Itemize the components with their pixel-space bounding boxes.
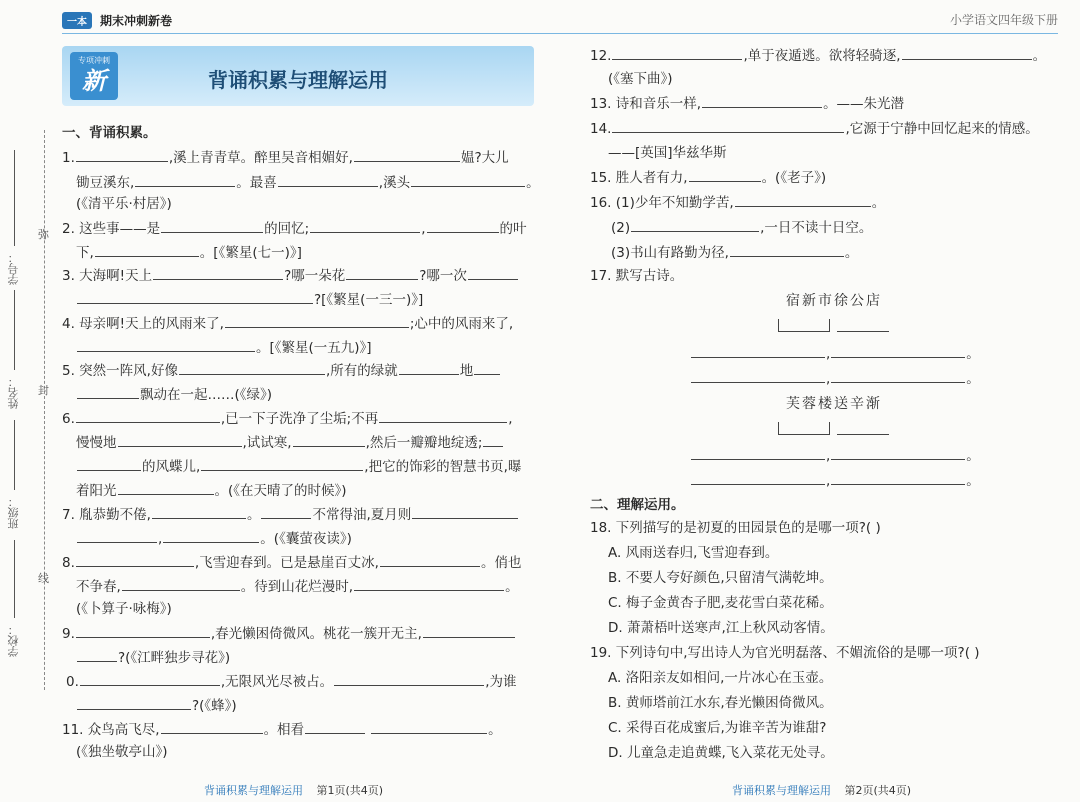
seal-mark-feng: 封 [38, 384, 49, 397]
page-header [62, 10, 172, 30]
blank[interactable] [77, 290, 313, 304]
blank[interactable] [730, 243, 844, 257]
question-15 [590, 168, 826, 187]
blank[interactable] [77, 648, 117, 662]
blank[interactable] [380, 553, 480, 567]
q3-text: 3. 大海啊!天上 [62, 268, 153, 284]
question-9-line1 [62, 624, 516, 643]
blank[interactable] [691, 344, 825, 358]
q1-text: 。最喜 [236, 175, 277, 191]
blank[interactable] [831, 446, 965, 460]
q6-text: ,然后一瓣瓣地绽透; [365, 435, 483, 451]
header-rule [62, 33, 1058, 34]
blank[interactable] [118, 433, 242, 447]
q19-option-c[interactable]: C. 采得百花成蜜后,为谁辛苦为谁甜? [608, 720, 827, 736]
class-line [14, 420, 16, 490]
q11-text: 11. 众鸟高飞尽, [62, 722, 160, 738]
q19-option-a[interactable]: A. 洛阳亲友如相问,一片冰心在玉壶。 [608, 670, 833, 686]
question-6-line4 [76, 481, 347, 500]
blank[interactable] [76, 624, 210, 638]
punct: 。 [966, 346, 980, 362]
seal-mark-xian: 线 [38, 572, 49, 585]
blank[interactable] [702, 94, 822, 108]
q8-text: 。 [505, 579, 519, 595]
blank[interactable] [354, 148, 460, 162]
blank[interactable] [468, 266, 518, 280]
student-id-line [14, 150, 16, 246]
section-banner [62, 46, 534, 106]
blank[interactable] [612, 46, 742, 60]
q7-text: , [158, 531, 163, 547]
blank[interactable] [691, 471, 825, 485]
q16-text: 16. (1)少年不知勤学苦, [590, 195, 734, 211]
cut-line [44, 130, 45, 690]
q1-source: (《清平乐·村居》) [76, 196, 172, 212]
blank[interactable] [76, 553, 194, 567]
question-3-line1 [62, 266, 519, 285]
q2-text: , [421, 221, 426, 237]
question-10-line2 [76, 696, 237, 715]
blank[interactable] [474, 361, 500, 375]
header-title: 期末冲刺新卷 [100, 13, 173, 28]
q2-source: 。[《繁星(七一)》] [199, 245, 302, 261]
blank[interactable] [346, 266, 418, 280]
footer-right-title: 背诵积累与理解运用 [732, 784, 831, 797]
school-line [14, 540, 16, 618]
q10-source: ?(《蜂》) [192, 698, 237, 714]
punct: , [826, 473, 831, 489]
q5-text: 地 [459, 363, 474, 379]
blank[interactable] [305, 720, 365, 734]
blank[interactable] [831, 344, 965, 358]
q1-text: 媪?大儿 [460, 150, 509, 166]
blank[interactable] [379, 409, 507, 423]
blank[interactable] [691, 446, 825, 460]
blank[interactable] [831, 369, 965, 383]
q9-number: 9. [62, 626, 75, 642]
blank[interactable] [293, 433, 365, 447]
blank[interactable] [735, 193, 871, 207]
q7-text: 不常得油,夏月则 [312, 507, 412, 523]
q6-text: ,试试寒, [242, 435, 292, 451]
blank[interactable] [77, 529, 157, 543]
blank[interactable] [122, 577, 240, 591]
blank[interactable] [152, 505, 246, 519]
q16-text: (2) [611, 220, 631, 236]
question-8-line2 [76, 577, 519, 596]
footer-right-page: 第2页(共4页) [844, 784, 912, 797]
banner-title: 背诵积累与理解运用 [208, 68, 388, 92]
q12-text: 。 [1032, 48, 1047, 64]
q11-text: 。相看 [263, 722, 305, 738]
q8-text: 。俏也 [480, 555, 522, 571]
question-2-line2 [76, 243, 302, 262]
punct: 。 [966, 448, 980, 464]
q6-text: ,把它的饰彩的智慧书页,曝 [364, 459, 522, 475]
q10-text: ,为谁 [485, 674, 517, 690]
q6-text: 着阳光 [76, 483, 117, 499]
blank[interactable] [225, 314, 409, 328]
question-8-line1 [62, 553, 521, 572]
q18-option-b[interactable]: B. 不要人夸好颜色,只留清气满乾坤。 [608, 570, 833, 586]
question-6-line2 [76, 433, 504, 452]
question-9-line2 [76, 648, 230, 667]
blank[interactable] [77, 385, 139, 399]
punct: , [826, 448, 831, 464]
question-17: 17. 默写古诗。 [590, 268, 684, 284]
blank[interactable] [411, 173, 525, 187]
blank[interactable] [135, 173, 235, 187]
question-6-line3 [76, 457, 521, 476]
question-16-3 [611, 243, 858, 262]
blank[interactable] [76, 409, 220, 423]
q10-number: 0. [66, 674, 79, 690]
q11-text: 。 [488, 722, 502, 738]
blank[interactable] [153, 266, 283, 280]
banner-tag-top: 专项冲刺 [78, 56, 110, 65]
blank[interactable] [76, 148, 168, 162]
q1-text: ,溪头 [378, 175, 411, 191]
q5-text: ,所有的绿就 [325, 363, 398, 379]
q8-number: 8. [62, 555, 75, 571]
q2-text: 2. 这些事——是 [62, 221, 161, 237]
question-14-line1 [590, 119, 1039, 138]
q14-number: 14. [590, 121, 612, 137]
section-heading-recitation: 一、背诵积累。 [62, 125, 157, 141]
q16-text: ,一日不读十日空。 [760, 220, 873, 236]
blank[interactable] [201, 457, 363, 471]
q13-text: 13. 诗和音乐一样, [590, 96, 702, 112]
author-blank[interactable] [837, 421, 889, 435]
punct: 。 [966, 371, 980, 387]
question-5-line2 [76, 385, 272, 404]
footer-left [204, 782, 383, 798]
q11-source: (《独坐敬亭山》) [76, 744, 168, 760]
poem-1-line2 [690, 369, 980, 388]
q1-text: 。 [526, 175, 540, 191]
class-label: 班级： [7, 496, 20, 529]
q5-text: 5. 突然一阵风,好像 [62, 363, 178, 379]
dynasty-box[interactable] [778, 319, 830, 332]
q6-number: 6. [62, 411, 75, 427]
blank[interactable] [334, 672, 484, 686]
seal-mark-mi: 弥 [38, 228, 49, 241]
subject-label: 小学语文四年级下册 [949, 13, 1058, 27]
blank[interactable] [77, 457, 141, 471]
blank[interactable] [412, 505, 518, 519]
question-6-line1 [62, 409, 513, 428]
question-11-line1 [62, 720, 502, 739]
q9-text: ,春光懒困倚微风。桃花一簇开无主, [210, 626, 422, 642]
poem-title-2: 芙蓉楼送辛渐 [786, 396, 882, 412]
brand-badge: 一本 [62, 12, 92, 29]
blank[interactable] [689, 168, 761, 182]
blank[interactable] [161, 219, 263, 233]
question-10-line1 [66, 672, 516, 691]
question-12-line1 [590, 46, 1046, 65]
blank[interactable] [354, 577, 504, 591]
question-1-line1 [62, 148, 509, 167]
q8-text: 。待到山花烂漫时, [240, 579, 354, 595]
poem-2-author-line [778, 421, 890, 440]
question-5-line1 [62, 361, 501, 380]
q4-text: 4. 母亲啊!天上的风雨来了, [62, 316, 224, 332]
q15-source: 。(《老子》) [761, 170, 827, 186]
q2-text: 的回忆; [264, 221, 310, 237]
poem-title-1: 宿新市徐公店 [786, 293, 882, 309]
q7-text: 7. 胤恭勤不倦, [62, 507, 151, 523]
question-4-line1 [62, 314, 513, 333]
blank[interactable] [161, 720, 263, 734]
blank[interactable] [163, 529, 259, 543]
q14-author: ——[英国]华兹华斯 [608, 145, 727, 161]
blank[interactable] [427, 219, 499, 233]
poem-2-line2 [690, 471, 980, 490]
blank[interactable] [483, 433, 503, 447]
q3-source: ?[《繁星(一三一)》] [314, 292, 424, 308]
q6-text: 的风蝶儿, [142, 459, 201, 475]
q6-text: , [508, 411, 513, 427]
poem-1-line1 [690, 344, 980, 363]
q9-source: ?(《江畔独步寻花》) [118, 650, 231, 666]
q3-text: ?哪一朵花 [284, 268, 346, 284]
q8-text: 不争春, [76, 579, 121, 595]
q8-source: (《卜算子·咏梅》) [76, 601, 172, 617]
question-7-line2 [76, 529, 352, 548]
q3-text: ?哪一次 [419, 268, 467, 284]
section-heading-comprehension: 二、理解运用。 [590, 497, 685, 513]
punct: , [826, 346, 831, 362]
name-line [14, 290, 16, 370]
blank[interactable] [902, 46, 1032, 60]
punct: 。 [966, 473, 980, 489]
question-19: 19. 下列诗句中,写出诗人为官光明磊落、不媚流俗的是哪一项?( ) [590, 645, 980, 661]
poem-1-author-line [778, 318, 890, 337]
q19-option-b[interactable]: B. 黄师塔前江水东,春光懒困倚微风。 [608, 695, 833, 711]
blank[interactable] [278, 173, 378, 187]
q18-option-c[interactable]: C. 梅子金黄杏子肥,麦花雪白菜花稀。 [608, 595, 833, 611]
blank[interactable] [399, 361, 459, 375]
q18-option-d[interactable]: D. 萧萧梧叶送寒声,江上秋风动客情。 [608, 620, 834, 636]
blank[interactable] [612, 119, 844, 133]
poem-2-line1 [690, 446, 980, 465]
q6-text: ,已一下子洗净了尘垢;不再 [220, 411, 379, 427]
blank[interactable] [631, 218, 759, 232]
question-4-line2 [76, 338, 372, 357]
q14-text: ,它源于宁静中回忆起来的情感。 [845, 121, 1039, 137]
q12-source: (《塞下曲》) [608, 71, 673, 87]
q4-text: ;心中的风雨来了, [409, 316, 514, 332]
q5-text: 飘动在一起……(《绿》) [140, 387, 273, 403]
q1-number: 1. [62, 150, 75, 166]
blank[interactable] [261, 505, 311, 519]
question-16-1 [590, 193, 885, 212]
q13-text: 。——朱光潜 [823, 96, 905, 112]
blank[interactable] [310, 219, 420, 233]
q8-text: ,飞雪迎春到。已是悬崖百丈冰, [194, 555, 379, 571]
q12-number: 12. [590, 48, 612, 64]
q18-option-a[interactable]: A. 风雨送春归,飞雪迎春到。 [608, 545, 779, 561]
banner-tag-main: 新 [82, 67, 106, 95]
q16-text: (3)书山有路勤为径, [611, 245, 729, 261]
q1-text: 锄豆溪东, [76, 175, 135, 191]
footer-left-page: 第1页(共4页) [316, 784, 384, 797]
question-3-line2 [76, 290, 423, 309]
blank[interactable] [77, 696, 191, 710]
author-blank[interactable] [837, 318, 889, 332]
q2-text: 的叶 [499, 221, 527, 237]
footer-right [732, 782, 911, 798]
q7-source: 。(《囊萤夜读》) [260, 531, 352, 547]
binding-margin [0, 130, 60, 690]
q7-text: 。 [246, 507, 261, 523]
question-18: 18. 下列描写的是初夏的田园景色的是哪一项?( ) [590, 520, 881, 536]
footer-left-title: 背诵积累与理解运用 [204, 784, 303, 797]
school-label: 学校： [7, 624, 20, 657]
blank[interactable] [77, 338, 255, 352]
blank[interactable] [423, 624, 515, 638]
blank[interactable] [118, 481, 214, 495]
blank[interactable] [371, 720, 487, 734]
q16-text: 。 [844, 245, 859, 261]
q15-text: 15. 胜人者有力, [590, 170, 688, 186]
dynasty-box[interactable] [778, 422, 830, 435]
student-id-label: 学号： [7, 252, 20, 285]
question-1-line2 [76, 173, 540, 192]
q6-source: 。(《在天晴了的时候》) [214, 483, 347, 499]
q1-text: ,溪上青青草。醉里吴音相媚好, [168, 150, 353, 166]
q4-source: 。[《繁星(一五九)》] [256, 340, 372, 356]
question-2-line1 [62, 219, 527, 238]
blank[interactable] [80, 672, 220, 686]
q12-text: ,单于夜遁逃。欲将轻骑逐, [743, 48, 901, 64]
blank[interactable] [831, 471, 965, 485]
blank[interactable] [95, 243, 199, 257]
punct: , [826, 371, 831, 387]
blank[interactable] [691, 369, 825, 383]
q6-text: 慢慢地 [76, 435, 117, 451]
name-label: 姓名： [7, 376, 20, 409]
q16-text: 。 [871, 195, 886, 211]
question-16-2 [611, 218, 872, 237]
blank[interactable] [179, 361, 325, 375]
q2-text: 下, [76, 245, 94, 261]
question-13 [590, 94, 904, 113]
q19-option-d[interactable]: D. 儿童急走追黄蝶,飞入菜花无处寻。 [608, 745, 834, 761]
q10-text: ,无限风光尽被占。 [220, 674, 334, 690]
question-7-line1 [62, 505, 519, 524]
